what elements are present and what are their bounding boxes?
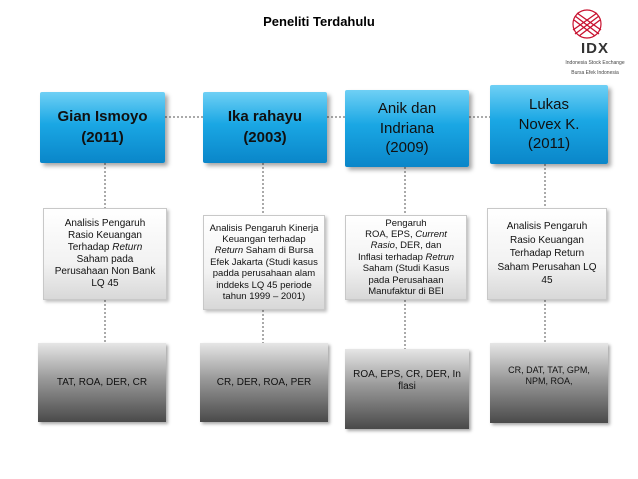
topic-line: ROA, EPS, <box>365 229 416 241</box>
topic-box-3 <box>345 215 467 300</box>
researcher-year: (2011) <box>527 135 571 153</box>
researcher-year: (2011) <box>81 129 124 146</box>
researcher-year: (2009) <box>385 139 429 157</box>
topic-line: Saham (Studi Kasus <box>362 263 450 275</box>
researcher-box-1 <box>40 92 165 163</box>
topic-line: Pengaruh <box>385 217 427 229</box>
topic-box-2 <box>203 215 325 310</box>
researcher-box-4 <box>490 85 608 164</box>
topic-line-italic: Return <box>112 242 143 253</box>
idx-logo-text: IDX <box>580 40 609 57</box>
topic-line: tahun 1999 – 2001) <box>222 290 306 302</box>
variables-box-4 <box>490 343 608 423</box>
researcher-name: Gian Ismoyo <box>57 108 148 125</box>
topic-line: Manufaktur di BEI <box>368 285 444 297</box>
topic-line: Analisis Pengaruh <box>64 218 146 229</box>
topic-line: , DER, dan <box>394 240 442 252</box>
topic-line-italic: Current <box>415 229 447 241</box>
variables-box-1 <box>38 343 166 422</box>
topic-line-italic: Return <box>214 245 244 257</box>
researcher-box-2 <box>203 92 327 163</box>
variables-box-2 <box>200 343 328 422</box>
topic-line-italic: Retrun <box>425 251 455 263</box>
researcher-box-3 <box>345 90 469 167</box>
researcher-name: Lukas Novex K. <box>518 96 580 133</box>
variables-text: CR, DAT, TAT, GPM, NPM, ROA, <box>508 365 590 386</box>
topic-line: Rasio Keuangan <box>510 234 584 246</box>
topic-box-1 <box>43 208 167 300</box>
topic-line: Keuangan terhadap <box>222 234 306 246</box>
researcher-year: (2003) <box>243 129 287 146</box>
page-title: Peneliti Terdahulu <box>263 14 375 29</box>
topic-line: padda perusahaan alam <box>212 268 316 280</box>
variables-box-3 <box>345 349 469 429</box>
variables-text: TAT, ROA, DER, CR <box>56 376 148 388</box>
topic-line-italic: Rasio <box>370 240 395 252</box>
topic-line: Saham di Bursa <box>243 245 314 257</box>
researcher-name: Ika rahayu <box>227 108 303 125</box>
topic-line: Perusahaan Non Bank <box>54 266 156 277</box>
topic-line: 45 <box>541 275 553 287</box>
topic-line: Saham pada <box>76 254 134 265</box>
topic-line: Analisis Pengaruh Kinerja <box>209 222 319 234</box>
topic-line: Terhadap <box>67 242 113 253</box>
topic-line: pada Perusahaan <box>368 274 444 286</box>
idx-logo-subtitle-en: Indonesia Stock Exchange <box>565 60 625 66</box>
topic-line: Rasio Keuangan <box>68 230 142 241</box>
topic-line: Saham Perusahan LQ <box>497 261 597 273</box>
topic-line: Terhadap Return <box>509 248 585 260</box>
variables-text: CR, DER, ROA, PER <box>216 376 312 388</box>
topic-line: Inflasi terhadap <box>357 251 426 263</box>
topic-box-4 <box>487 208 607 300</box>
topic-line: Efek Jakarta (Studi kasus <box>210 256 318 268</box>
topic-line: Analisis Pengaruh <box>506 221 588 233</box>
topic-line: LQ 45 <box>91 278 119 289</box>
idx-logo-subtitle-id: Bursa Efek Indonesia <box>571 70 619 76</box>
topic-line: inddeks LQ 45 periode <box>216 279 312 291</box>
researcher-name: Anik dan Indriana <box>377 100 437 137</box>
variables-text: ROA, EPS, CR, DER, In flasi <box>353 369 461 392</box>
